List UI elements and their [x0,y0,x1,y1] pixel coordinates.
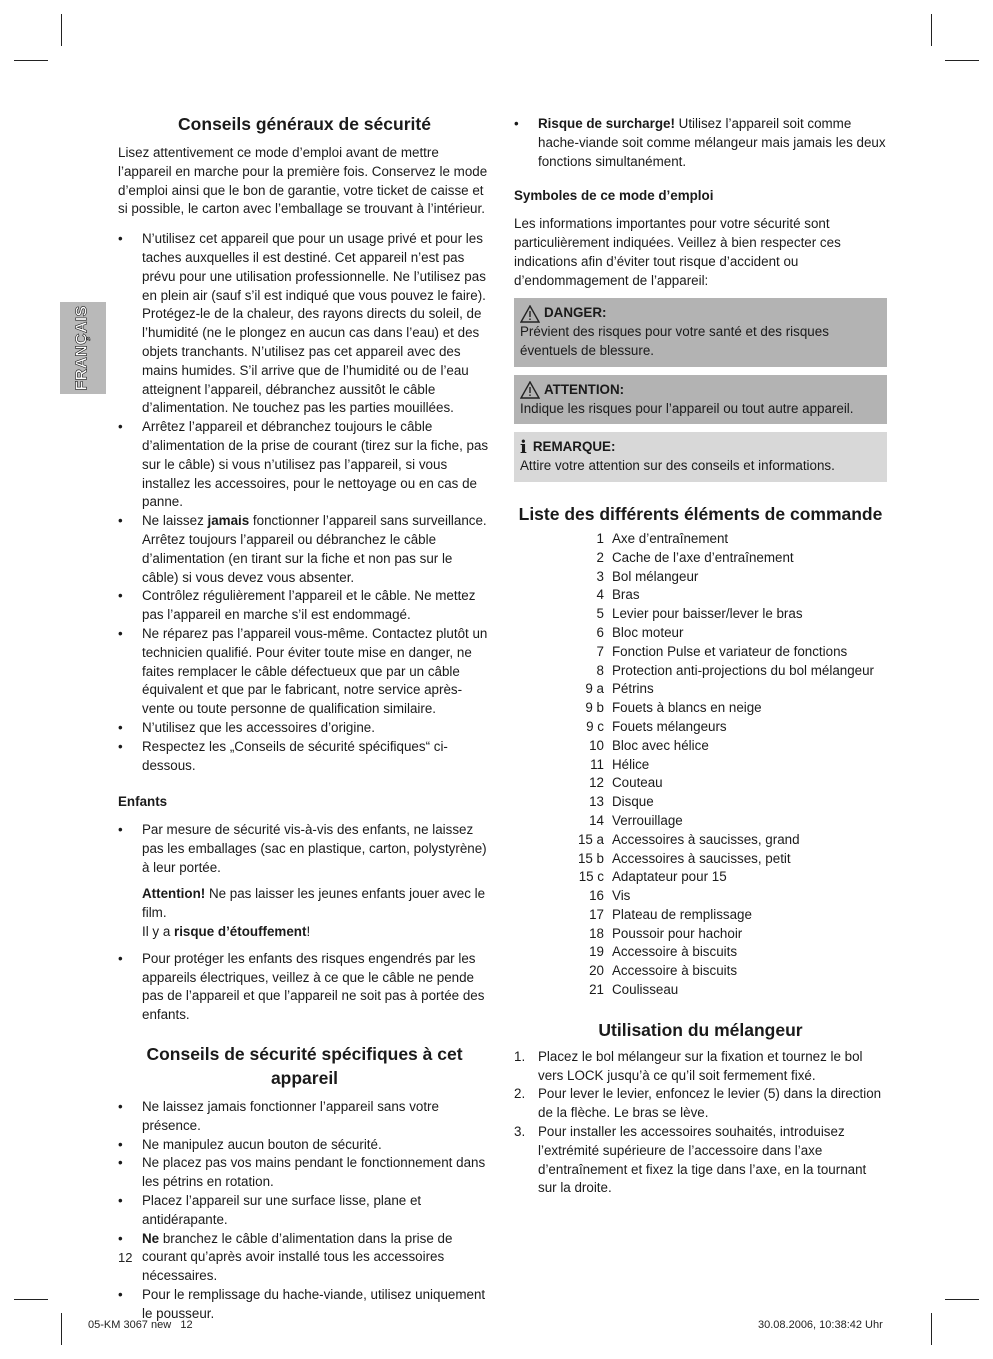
usage-step [514,1085,887,1123]
part-label: Protection anti-projections du bol mélangeur [612,662,875,678]
children-list-2 [118,950,491,1025]
part-label: Hélice [612,756,650,772]
overload-list [514,115,887,171]
parts-list-item [514,737,887,756]
intro-paragraph: Lisez attentivement ce mode d’emploi avant de mettre l’appareil en marche pour la première fois. Conservez le mode d’emploi ainsi que le bon de garantie, votre ticket de caisse et si possible, le carton avec l’emballage se trouvant à l’intérieur. [118,145,488,217]
list-item-emphasis: jamais [207,513,250,529]
part-label: Adaptateur pour 15 [612,869,727,885]
step-text: Placez le bol mélangeur sur la fixation et tournez le bol vers LOCK jusqu’à ce qu’il soit fermement fixé. [538,1048,863,1083]
crop-mark [931,14,932,46]
parts-list-item [514,756,887,775]
part-label: Bloc avec hélice [612,737,709,753]
right-column [514,115,887,1198]
parts-list-item [514,812,887,831]
parts-heading: Liste des différents éléments de commande [518,503,883,524]
part-label: Levier pour baisser/lever le bras [612,606,803,622]
part-number: 7 [596,643,604,659]
suffocation-text: Il y a [142,924,174,940]
attention-text: Indique les risques pour l’appareil ou tout autre appareil. [520,400,854,416]
part-number: 10 [589,737,604,753]
children-attention-note [118,885,491,941]
crop-mark [61,14,62,46]
step-number: 3. [514,1124,526,1140]
part-number: 15 a [577,831,604,847]
part-number: 20 [589,963,604,979]
part-number: 13 [589,794,604,810]
parts-list-item [514,586,887,605]
part-label: Axe d’entraînement [612,530,729,546]
parts-list-item [514,793,887,812]
list-item-text: branchez le câble d’alimentation dans la prise de courant qu’après avoir installé tous les accessoires nécessaires. [142,1230,453,1284]
step-text: Pour installer les accessoires souhaités, introduisez l’extrémité supérieure de l’accessoire dans l’axe d’entraînement et fixez la tige dans l’axe, en la tournant sur la droite. [538,1124,867,1196]
parts-list-item [514,699,887,718]
part-label: Bloc moteur [612,624,684,640]
footer-right: 30.08.2006, 10:38:42 Uhr [758,1319,883,1331]
parts-list-item [514,831,887,850]
list-item: • Ne laissez jamais fonctionner l’appareil sans votre présence. [118,1098,491,1136]
part-label: Disque [612,794,654,810]
list-item-text: fonctionner l’appareil sans surveillance. Arrêtez toujours l’appareil ou débranchez le câble d’alimentation (en tirant sur la fiche et non pas sur le câble) si vous devez vous absenter. [142,513,487,585]
attention-label: Attention! [142,886,206,902]
list-item: • Pour le remplissage du hache-viande, utilisez uniquement le pousseur. [118,1286,491,1324]
suffocation-line [142,923,491,942]
remark-box [514,432,887,482]
part-label: Fouets à blancs en neige [612,700,762,716]
parts-list-item [514,925,887,944]
list-item: • Ne réparez pas l’appareil vous-même. Contactez plutôt un technicien qualifié. Pour éviter toute mise en danger, ne faites remplacer le câble défectueux que par un câble équivalent et que par le fabricant, notre service après-vente ou toute personne de qualification similaire. [118,625,491,719]
part-number: 2 [596,549,604,565]
part-label: Accessoires à saucisses, grand [612,831,800,847]
parts-list-item [514,624,887,643]
parts-list-item [514,981,887,1000]
part-label: Couteau [612,775,663,791]
part-number: 17 [589,906,604,922]
step-number: 1. [514,1048,526,1064]
parts-list-item [514,662,887,681]
parts-list-item [514,887,887,906]
list-item: • Ne placez pas vos mains pendant le fonctionnement dans les pétrins en rotation. [118,1154,491,1192]
part-label: Cache de l’axe d’entraînement [612,549,794,565]
overload-text: Utilisez l’appareil soit comme hache-viande soit comme mélangeur mais jamais les deux fonctions simultanément. [538,116,886,169]
suffocation-emphasis: risque d’étouffement [174,924,307,940]
crop-mark [14,1299,48,1300]
part-number: 9 b [585,700,604,716]
crop-mark [945,1299,979,1300]
specific-safety-heading: Conseils de sécurité spécifiques à cet appareil [146,1044,463,1089]
part-number: 14 [589,812,604,828]
danger-title: DANGER: [544,305,607,321]
list-item: • Par mesure de sécurité vis-à-vis des enfants, ne laissez pas les emballages (sac en plastique, carton, polystyrène) à leur portée. [118,821,491,877]
part-number: 1 [596,530,604,546]
list-item: • Placez l’appareil sur une surface lisse, plane et antidérapante. [118,1192,491,1230]
crop-mark [14,60,48,61]
symbols-paragraph: Les informations importantes pour votre sécurité sont particulièrement indiquées. Veillez à bien respecter ces indications afin d’éviter tout risque d’accident ou d’endommagement de l’appareil: [514,216,841,288]
part-number: 6 [596,624,604,640]
part-label: Accessoire à biscuits [612,944,738,960]
part-label: Vis [612,888,631,904]
list-item: • Contrôlez régulièrement l’appareil et le câble. Ne mettez pas l’appareil en marche s’il est endommagé. [118,587,491,625]
attention-text: Ne pas laisser les jeunes enfants jouer avec le film. [142,886,486,921]
general-safety-list [118,230,491,775]
part-number: 4 [596,587,604,603]
remark-text: Attire votre attention sur des conseils et informations. [520,458,835,474]
warning-triangle-icon [520,381,540,399]
attention-title: ATTENTION: [544,381,625,397]
danger-text: Prévient des risques pour votre santé et des risques éventuels de blessure. [520,324,829,358]
list-item: • Pour protéger les enfants des risques engendrés par les appareils électriques, veillez à ce que le câble ne pende pas de l’appareil et que l’appareil ne soit pas à portée des enfants. [118,950,491,1025]
parts-list-item [514,943,887,962]
list-item [514,115,887,171]
specific-safety-list [118,1098,491,1324]
parts-list [514,530,887,1000]
part-number: 16 [589,888,604,904]
crop-mark [945,60,979,61]
part-label: Accessoire à biscuits [612,963,738,979]
parts-list-item [514,643,887,662]
children-list [118,821,491,877]
language-tab [60,302,106,394]
part-label: Verrouillage [612,812,683,828]
usage-steps [514,1048,887,1198]
list-item [118,512,491,587]
part-number: 19 [589,944,604,960]
list-item: • Ne manipulez aucun bouton de sécurité. [118,1136,491,1155]
list-item-text: Ne laissez [142,513,208,529]
parts-list-item [514,906,887,925]
list-item: • Respectez les „Conseils de sécurité spécifiques“ ci-dessous. [118,738,491,776]
danger-title-row [520,304,881,323]
part-label: Bol mélangeur [612,568,699,584]
part-number: 12 [589,775,604,791]
list-item-emphasis: Ne [142,1230,160,1246]
parts-list-item [514,549,887,568]
usage-step [514,1123,887,1198]
part-number: 9 c [586,718,604,734]
suffocation-text: ! [306,924,311,940]
attention-box [514,375,887,425]
part-number: 15 c [578,869,604,885]
list-item: • Arrêtez l’appareil et débranchez toujours le câble d’alimentation de la prise de courant (tirez sur la fiche, pas sur le câble) si vous n’utilisez pas l’appareil, si vous installez les accessoires, pour le nettoyage ou en cas de panne. [118,418,491,512]
usage-heading: Utilisation du mélangeur [598,1019,803,1040]
left-column [118,112,491,1324]
children-heading: Enfants [118,794,168,810]
step-number: 2. [514,1086,526,1102]
part-number: 18 [589,925,604,941]
part-label: Bras [612,587,640,603]
attention-title-row [520,381,881,400]
part-number: 5 [596,606,604,622]
part-number: 3 [596,568,604,584]
part-number: 8 [596,662,604,678]
list-item: • N’utilisez que les accessoires d’origine. [118,719,491,738]
part-label: Fouets mélangeurs [612,718,727,734]
parts-list-item [514,718,887,737]
parts-list-item [514,850,887,869]
part-number: 21 [589,982,604,998]
part-label: Coulisseau [612,982,679,998]
part-label: Pétrins [612,681,654,697]
language-tab-label: FRANÇAIS [74,305,92,391]
list-item [118,1230,491,1286]
step-text: Pour lever le levier, enfoncez le levier (5) dans la direction de la flèche. Le bras se lève. [538,1086,882,1121]
part-number: 9 a [585,681,604,697]
warning-triangle-icon [520,305,540,323]
part-number: 11 [590,756,604,772]
remark-title: REMARQUE: [532,439,616,455]
footer-left: 05-KM 3067 new 12 [88,1319,193,1331]
usage-step [514,1048,887,1086]
crop-mark [61,1313,62,1345]
general-safety-heading: Conseils généraux de sécurité [178,114,431,134]
parts-list-item [514,530,887,549]
parts-list-item [514,774,887,793]
part-label: Accessoires à saucisses, petit [612,850,791,866]
attention-line [142,885,491,923]
parts-list-item [514,962,887,981]
remark-title-row [520,438,881,457]
page-number: 12 [118,1250,133,1265]
danger-box [514,298,887,366]
parts-list-item [514,868,887,887]
crop-mark [931,1313,932,1345]
parts-list-item [514,568,887,587]
part-number: 15 b [577,850,604,866]
info-icon: i [520,436,527,458]
symbols-heading: Symboles de ce mode d’emploi [514,188,714,204]
overload-label: Risque de surcharge! [538,116,675,131]
list-item: • N’utilisez cet appareil que pour un usage privé et pour les taches auxquelles il est destiné. Cet appareil n’est pas prévu pour une utilisation professionnelle. Ne l’utilisez pas en plein air (sauf s’il est indiqué que vous pouvez le faire). Protégez-le de la chaleur, des rayons directs du soleil, de l’humidité (ne le plongez en aucun cas dans l’eau) et des objets tranchants. N’utilisez pas cet appareil avec des mains humides. S’il arrive que de l’humidité ou de l’eau atteignent l’appareil, débranchez aussitôt le câble d’alimentation. Ne touchez pas les parties mouillées. [118,230,491,418]
part-label: Plateau de remplissage [612,906,752,922]
part-label: Poussoir pour hachoir [612,925,743,941]
parts-list-item [514,680,887,699]
parts-list-item [514,605,887,624]
part-label: Fonction Pulse et variateur de fonctions [612,643,848,659]
